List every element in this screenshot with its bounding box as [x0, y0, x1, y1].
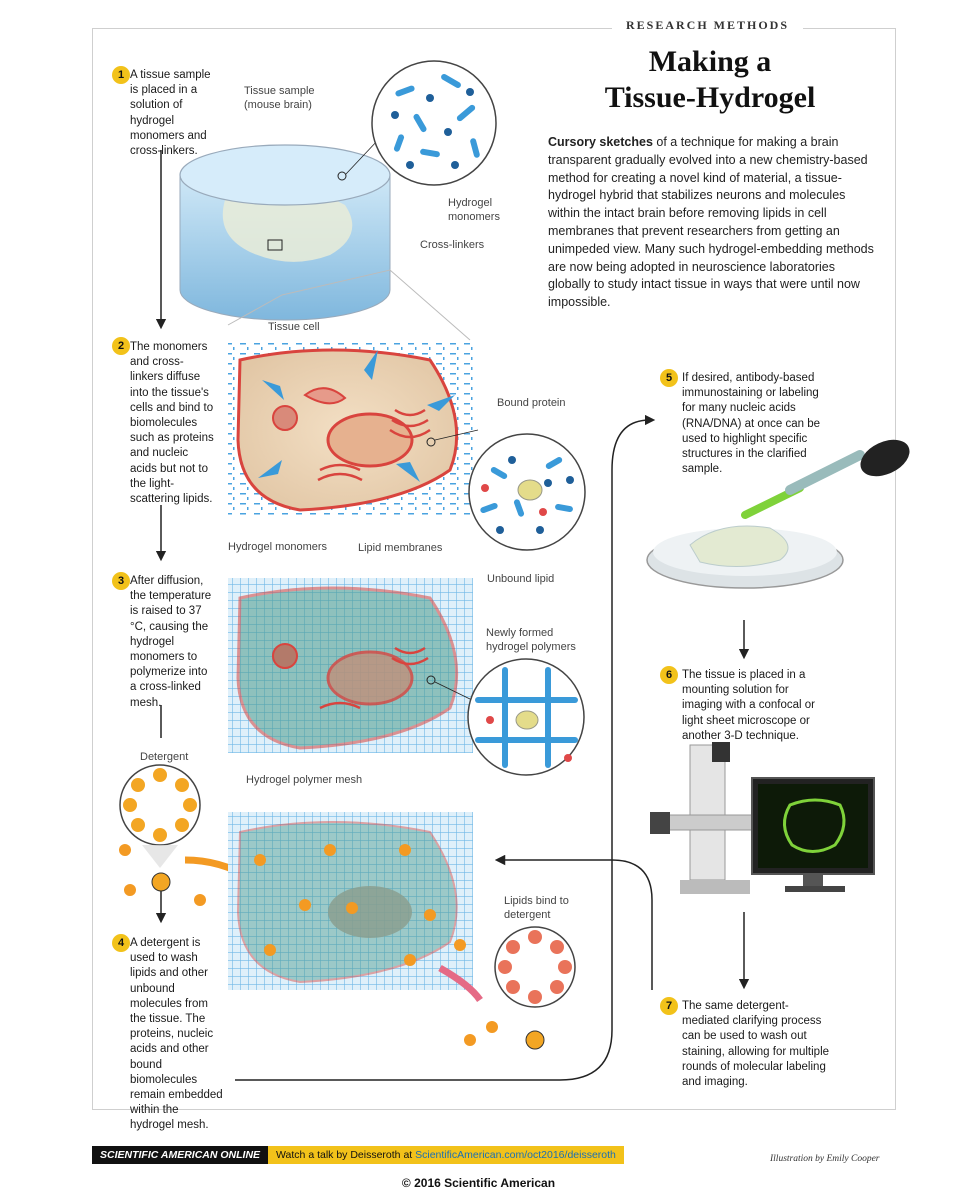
tissue-container-illustration — [180, 140, 390, 320]
monitor-illustration — [752, 778, 874, 892]
step-1-text: A tissue sample is placed in a solution of hydrogel monomers and cross-linkers. — [130, 69, 211, 158]
step-3-text: After diffusion, the temperature is raised to 37 °C, causing the hydrogel monomers to polymerize into a cross-linked mesh. — [130, 575, 212, 709]
lipid-detergent-magnifier — [464, 927, 575, 1049]
hydrogel-mesh-illustration — [228, 578, 473, 753]
section-label: RESEARCH METHODS — [612, 18, 803, 33]
talk-callout — [268, 1146, 624, 1164]
step-7-text: The same detergent-mediated clarifying process can be used to wash out staining, allowing for multiple rounds of molecular labeling and imaging. — [682, 1000, 830, 1089]
label-cross-linkers: Cross-linkers — [420, 239, 485, 251]
talk-text: Watch a talk by Deisseroth at — [276, 1149, 416, 1161]
label-newly-formed-polymers: Newly formed hydrogel polymers — [486, 627, 576, 653]
title-line-2: Tissue-Hydrogel — [604, 81, 816, 114]
label-tissue-sample: Tissue sample (mouse brain) — [244, 85, 315, 111]
intro-lead: Cursory sketches — [548, 135, 653, 149]
label-polymer-mesh: Hydrogel polymer mesh — [246, 774, 363, 786]
step-1-number: 1 — [112, 66, 130, 84]
step-3-number: 3 — [112, 572, 130, 590]
copyright: © 2016 Scientific American — [401, 1176, 556, 1190]
label-detergent: Detergent — [140, 751, 189, 763]
title-line-1: Making a — [648, 45, 772, 78]
online-banner — [92, 1146, 624, 1164]
step-4-number: 4 — [112, 934, 130, 952]
monomer-magnifier — [372, 61, 496, 185]
step-2-number: 2 — [112, 337, 130, 355]
label-hydrogel-monomers-cell: Hydrogel monomers — [228, 541, 328, 553]
step-5-number: 5 — [660, 369, 678, 387]
illustration-credit: Illustration by Emily Cooper — [770, 1154, 880, 1164]
talk-link[interactable]: ScientificAmerican.com/oct2016/deisseroth — [415, 1149, 616, 1161]
microscope-illustration — [650, 742, 765, 894]
label-bound-protein: Bound protein — [497, 397, 566, 409]
label-tissue-cell: Tissue cell — [268, 321, 320, 333]
step-7-number: 7 — [660, 997, 678, 1015]
label-unbound-lipid: Unbound lipid — [487, 573, 555, 585]
intro-text: of a technique for making a brain transparent gradually evolved into a new chemistry-based method for creating a novel kind of material, a tissue-hydrogel hybrid that stabilizes neurons and molecules within the intact brain before removing lipids in cell membranes that prevent researchers from getting an unimpeded view. Many such hydrogel-embedding methods are now being adopted in neuroscience laboratories globally to study intact tissue in ways that were until now impossible. — [548, 135, 874, 310]
step-5-text: If desired, antibody-based immunostaining or labeling for many nucleic acids (RNA/DNA) at once can be used to highlight specific structures in the clarified sample. — [682, 372, 821, 476]
step-4-text: A detergent is used to wash lipids and other unbound molecules from the tissue. The proteins, nucleic acids and other bound biomolecules remain embedded within the hydrogel mesh. — [130, 937, 223, 1132]
label-lipid-membranes: Lipid membranes — [358, 542, 443, 554]
bound-protein-magnifier — [469, 434, 585, 550]
polymer-magnifier — [468, 659, 584, 775]
step-6-text: The tissue is placed in a mounting solution for imaging with a confocal or light sheet microscope or another 3-D technique. — [682, 669, 815, 742]
step-6-number: 6 — [660, 666, 678, 684]
step-2-text: The monomers and cross-linkers diffuse into the tissue's cells and bind to biomolecules such as proteins and nucleic acids but not to the light-scattering lipids. — [130, 341, 214, 506]
label-lipids-bind: Lipids bind to detergent — [504, 895, 569, 921]
wash-cell-illustration — [228, 812, 480, 1000]
label-hydrogel-monomers: Hydrogel monomers — [448, 197, 500, 223]
sa-online-label: SCIENTIFIC AMERICAN ONLINE — [92, 1146, 268, 1164]
